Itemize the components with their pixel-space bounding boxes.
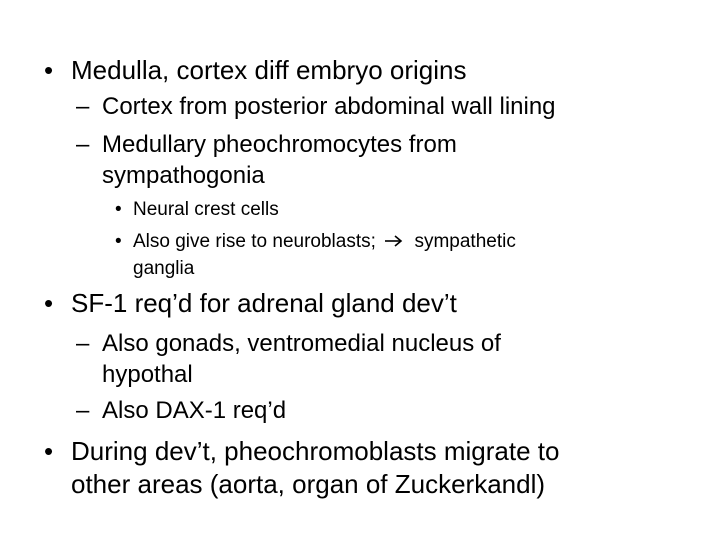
bullet-marker: •: [115, 199, 122, 220]
bullet-1-sub-2-sub-2-text-after: sympathetic: [414, 231, 516, 252]
bullet-1-sub-2-sub-2-continued: [133, 255, 194, 282]
bullet-1-sub-1: [76, 92, 556, 122]
bullet-1-sub-2-sub-2-line-2: ganglia: [133, 258, 195, 279]
bullet-1-sub-2-continued: [102, 161, 265, 191]
bullet-1-sub-2-sub-1: [115, 196, 279, 223]
bullet-marker: •: [44, 288, 54, 318]
bullet-3: [44, 436, 560, 466]
bullet-1-text: Medulla, cortex diff embryo origins: [71, 55, 467, 85]
bullet-1-sub-1-text: Cortex from posterior abdominal wall lining: [102, 93, 556, 120]
bullet-1-sub-2-sub-1-text: Neural crest cells: [133, 199, 279, 220]
bullet-2: [44, 288, 457, 318]
bullet-1-sub-2-sub-2-text-before: Also give rise to neuroblasts;: [133, 231, 376, 252]
bullet-marker: •: [115, 231, 122, 252]
dash-marker: –: [76, 330, 90, 357]
bullet-3-continued: [71, 469, 545, 499]
dash-marker: –: [76, 131, 90, 158]
bullet-2-sub-2: [76, 396, 287, 426]
bullet-2-sub-1-continued: [102, 360, 193, 390]
bullet-2-sub-1: [76, 329, 501, 359]
bullet-1-sub-2-line-1: Medullary pheochromocytes from: [102, 131, 457, 158]
right-arrow-icon: [384, 234, 404, 248]
bullet-marker: •: [44, 436, 54, 466]
bullet-1-sub-2-line-2: sympathogonia: [102, 162, 265, 189]
dash-marker: –: [76, 397, 90, 424]
bullet-2-sub-1-line-1: Also gonads, ventromedial nucleus of: [102, 330, 501, 357]
bullet-2-sub-1-line-2: hypothal: [102, 361, 193, 388]
bullet-1: [44, 55, 467, 85]
bullet-2-text: SF-1 req’d for adrenal gland dev’t: [71, 288, 457, 318]
bullet-3-line-2: other areas (aorta, organ of Zuckerkandl): [71, 469, 546, 499]
bullet-1-sub-2: [76, 130, 457, 160]
bullet-marker: •: [44, 55, 54, 85]
bullet-1-sub-2-sub-2: [115, 228, 516, 255]
bullet-2-sub-2-text: Also DAX-1 req’d: [102, 397, 287, 424]
bullet-3-line-1: During dev’t, pheochromoblasts migrate to: [71, 436, 560, 466]
dash-marker: –: [76, 93, 90, 120]
